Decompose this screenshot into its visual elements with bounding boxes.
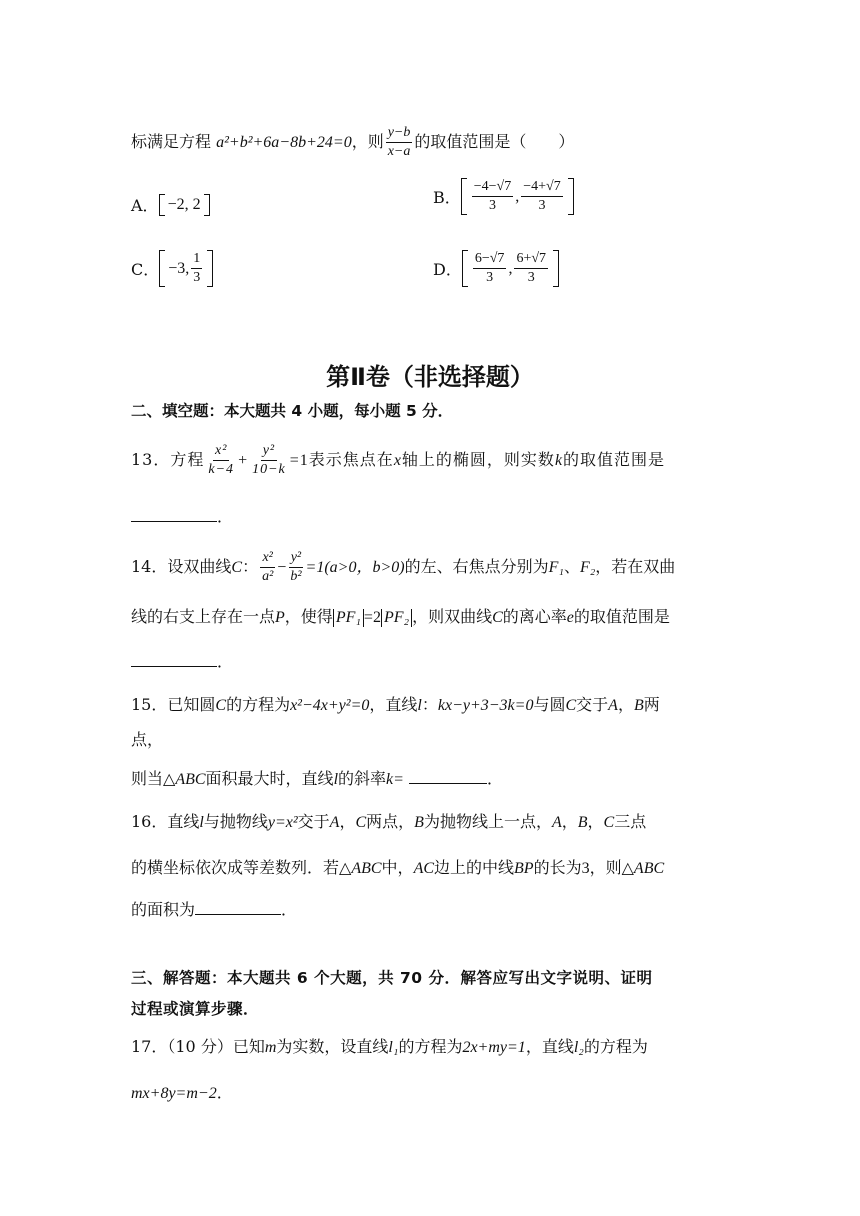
q15-var-b: B bbox=[633, 697, 644, 714]
q15-k-eq: k= bbox=[386, 771, 404, 788]
q14-f2: F₂ bbox=[579, 559, 596, 576]
section-title: 第Ⅱ卷（非选择题） bbox=[326, 363, 534, 391]
q16-line2-e: ，则 bbox=[589, 858, 622, 877]
q12-stem-prefix: 标满足方程 bbox=[131, 132, 212, 151]
q13-number: 13． bbox=[131, 450, 171, 469]
q14-minus: − bbox=[277, 559, 287, 576]
q17-var-m: m bbox=[264, 1039, 277, 1056]
q16-var-b: B bbox=[414, 814, 424, 831]
q14-line2-c: ，则双曲线 bbox=[412, 607, 493, 626]
option-d-left-den: 3 bbox=[486, 270, 494, 285]
q14-frac2-den: b² bbox=[290, 569, 302, 584]
q15-text-b: 的方程为 bbox=[226, 695, 291, 714]
option-d-right-num: 6+√7 bbox=[514, 250, 548, 269]
q17-eq1: 2x+my=1 bbox=[462, 1039, 526, 1056]
q16-line2 bbox=[131, 857, 732, 880]
q16-comma2: ， bbox=[561, 812, 578, 831]
option-b-left-num: −4−√7 bbox=[472, 178, 513, 197]
q14-end: ． bbox=[217, 652, 234, 671]
q15-line-eq: kx−y+3−3k=0 bbox=[437, 697, 534, 714]
q13-frac1-num: x² bbox=[213, 442, 229, 461]
q12-option-a[interactable] bbox=[131, 193, 210, 216]
q15-var-l2: l bbox=[333, 771, 339, 788]
q12-equation: a²+b²+6a−8b+24=0 bbox=[216, 134, 352, 151]
q12-stem-mid: ，则 bbox=[351, 132, 384, 151]
q16-comma1: ， bbox=[339, 812, 356, 831]
q16-text-d: 两点， bbox=[366, 812, 415, 831]
q14-line1 bbox=[131, 549, 732, 586]
q15-var-l: l bbox=[417, 697, 422, 714]
q12-fraction-num: y−b bbox=[386, 124, 413, 143]
option-d-label: D． bbox=[433, 260, 462, 279]
q12-option-d[interactable] bbox=[433, 250, 559, 287]
q14-text-c: ，若在双曲 bbox=[595, 557, 676, 576]
option-a-label: A． bbox=[131, 196, 159, 215]
option-c-label: C． bbox=[131, 260, 160, 279]
q17-end: ． bbox=[216, 1083, 233, 1102]
q16-line2-c: 边上的中线 bbox=[434, 858, 515, 877]
q16-text-e: 为抛物线上一点， bbox=[423, 812, 552, 831]
q14-frac1-num: x² bbox=[260, 549, 274, 568]
q15-number: 15． bbox=[131, 695, 168, 714]
q13-frac1-den: k−4 bbox=[208, 462, 235, 477]
q13-frac2-num: y² bbox=[261, 442, 277, 461]
q14-line2-e: 的取值范围是 bbox=[573, 607, 670, 626]
q13-text-d: 的取值范围是 bbox=[563, 450, 666, 469]
q13-answer-blank[interactable] bbox=[131, 507, 217, 522]
q13-eq: =1 bbox=[289, 452, 309, 469]
q15-line3-a: 则当 bbox=[131, 769, 164, 788]
q16-three: 3 bbox=[581, 860, 590, 877]
q16-line2-b: 中， bbox=[381, 858, 414, 877]
q15-text-d: 与圆 bbox=[533, 695, 566, 714]
q16-text-a: 直线 bbox=[167, 812, 200, 831]
q17-text-c: 的方程为 bbox=[398, 1037, 463, 1056]
q17-l2: l₂ bbox=[573, 1039, 584, 1056]
option-c-interval bbox=[159, 250, 213, 287]
q12-stem-suffix: 的取值范围是（ ） bbox=[414, 132, 575, 151]
q16-parabola: y=x² bbox=[267, 814, 298, 831]
q14-frac1-den: a² bbox=[262, 569, 274, 584]
q13-var-x: x bbox=[393, 452, 402, 469]
q16-var-a2: A bbox=[551, 814, 562, 831]
q16-var-ac: AC bbox=[413, 860, 435, 877]
q16-var-c: C bbox=[355, 814, 367, 831]
q12-option-b[interactable] bbox=[433, 178, 574, 215]
q14-number: 14． bbox=[131, 557, 168, 576]
q15-text-a: 已知圆 bbox=[167, 695, 216, 714]
q13-line1 bbox=[131, 442, 732, 479]
q15-var-c: C bbox=[215, 697, 227, 714]
q13-var-k: k bbox=[554, 452, 564, 469]
q15-var-c2: C bbox=[565, 697, 577, 714]
q13-text: 方程 bbox=[170, 450, 205, 469]
q16-line2-a: 的横坐标依次成等差数列．若 bbox=[131, 858, 340, 877]
option-b-interval: $\frac{-4-√7}{3}$ , $\frac{-4+√7}{3}$ bbox=[461, 178, 574, 215]
q14-sep: 、 bbox=[563, 557, 580, 576]
q14-line2-d: 的离心率 bbox=[502, 607, 567, 626]
q13-line2 bbox=[131, 506, 732, 528]
q12-option-c[interactable] bbox=[131, 250, 213, 287]
q17-text-d: ，直线 bbox=[525, 1037, 574, 1056]
q17-score: （10 分） bbox=[167, 1037, 233, 1056]
q17-text-b: 为实数，设直线 bbox=[276, 1037, 389, 1056]
q15-triangle: △ABC bbox=[163, 771, 206, 788]
q13-frac1 bbox=[206, 442, 236, 479]
q17-number: 17． bbox=[131, 1037, 168, 1056]
q14-line2-b: ，使得 bbox=[284, 607, 333, 626]
q16-triangle: △ABC bbox=[339, 860, 382, 877]
q16-line3-text: 的面积为 bbox=[131, 900, 196, 919]
q16-var-a: A bbox=[329, 814, 340, 831]
q16-line1 bbox=[131, 811, 732, 834]
option-b-right-den: 3 bbox=[538, 198, 546, 213]
q17-line2 bbox=[131, 1082, 732, 1105]
q14-line2-a: 线的右支上存在一点 bbox=[131, 607, 276, 626]
q14-frac2 bbox=[288, 549, 303, 586]
q14-text-b: 的左、右焦点分别为 bbox=[404, 557, 549, 576]
q14-abs2: PF₂ bbox=[381, 609, 412, 627]
q13-text-c: 轴上的椭圆，则实数 bbox=[401, 450, 555, 469]
q15-answer-blank[interactable] bbox=[409, 769, 487, 784]
solution-heading-line2: 过程或演算步骤． bbox=[131, 1000, 260, 1018]
option-a-interval bbox=[159, 194, 210, 216]
q14-frac2-num: y² bbox=[289, 549, 303, 568]
q17-line1 bbox=[131, 1036, 732, 1059]
q16-comma3: ， bbox=[587, 812, 604, 831]
q13-text-b: 表示焦点在 bbox=[308, 450, 394, 469]
q14-text-a: 设双曲线 bbox=[167, 557, 232, 576]
q14-colon: ： bbox=[242, 557, 259, 576]
fill-in-heading: 二、填空题：本大题共 4 小题，每小题 5 分． bbox=[131, 402, 454, 420]
option-c-right-num: 1 bbox=[191, 250, 202, 269]
q14-frac1 bbox=[260, 549, 275, 586]
q14-line3 bbox=[131, 651, 732, 673]
q15-text-f: 两 bbox=[643, 695, 660, 714]
q13-plus: + bbox=[238, 452, 249, 469]
option-c-right-den: 3 bbox=[193, 270, 201, 285]
q14-abs1: PF₁ bbox=[333, 609, 364, 627]
q15-colon: ： bbox=[421, 695, 438, 714]
q15-line1 bbox=[131, 694, 732, 717]
q12-fraction-den: x−a bbox=[387, 144, 411, 159]
q16-end: ． bbox=[281, 900, 298, 919]
q16-number: 16． bbox=[131, 812, 168, 831]
q12-stem bbox=[131, 124, 732, 161]
q12-fraction bbox=[386, 124, 413, 161]
q15-line3-b: 面积最大时，直线 bbox=[205, 769, 334, 788]
q16-line3 bbox=[131, 899, 732, 921]
q17-l1: l₁ bbox=[388, 1039, 399, 1056]
q17-text-a: 已知 bbox=[232, 1037, 265, 1056]
option-d-right-frac bbox=[514, 250, 548, 287]
q14-var-p: P bbox=[275, 609, 285, 626]
q16-var-c2: C bbox=[603, 814, 615, 831]
q15-text-e: 交于 bbox=[576, 695, 609, 714]
q15-line2: 点， bbox=[131, 730, 164, 749]
q15-line3 bbox=[131, 768, 732, 791]
q14-var-c: C bbox=[231, 559, 243, 576]
q13-end: ． bbox=[217, 507, 234, 526]
q17-text-e: 的方程为 bbox=[583, 1037, 648, 1056]
q13-frac2-den: 10−k bbox=[252, 462, 286, 477]
q16-text-c: 交于 bbox=[297, 812, 330, 831]
q14-var-e: e bbox=[566, 609, 574, 626]
option-b-left-frac bbox=[472, 178, 513, 215]
q14-eq2: =2 bbox=[363, 609, 381, 626]
option-b-right-frac bbox=[521, 178, 562, 215]
option-d-interval: $\frac{6-√7}{3}$ , $\frac{6+√7}{3}$ bbox=[462, 250, 559, 287]
option-b-left-den: 3 bbox=[489, 198, 496, 213]
q16-var-l: l bbox=[199, 814, 204, 831]
q14-line2 bbox=[131, 606, 732, 629]
option-a-content: −2, 2 bbox=[167, 195, 201, 213]
q14-cond: =1(a>0，b>0) bbox=[305, 559, 405, 576]
q14-answer-blank[interactable] bbox=[131, 652, 217, 667]
q15-text-c: ，直线 bbox=[369, 695, 418, 714]
q14-var-c2: C bbox=[492, 609, 503, 626]
q16-answer-blank[interactable] bbox=[195, 900, 281, 915]
q16-var-bp: BP bbox=[514, 860, 534, 877]
q14-f1: F₁ bbox=[548, 559, 564, 576]
option-d-right-den: 3 bbox=[527, 270, 535, 285]
q16-line2-d: 的长为 bbox=[533, 858, 582, 877]
q13-frac2 bbox=[250, 442, 288, 479]
option-b-label: B． bbox=[433, 188, 461, 207]
option-d-left-frac bbox=[473, 250, 507, 287]
option-d-left-num: 6−√7 bbox=[473, 250, 507, 269]
option-c-right-frac bbox=[191, 250, 202, 287]
q16-triangle2: △ABC bbox=[621, 860, 665, 877]
q16-text-f: 三点 bbox=[614, 812, 647, 831]
solution-heading-line1: 三、解答题：本大题共 6 个大题，共 70 分．解答应写出文字说明、证明 bbox=[131, 969, 653, 987]
q17-eq2: mx+8y=m−2 bbox=[131, 1085, 217, 1102]
q15-comma: ， bbox=[617, 695, 634, 714]
q15-line3-c: 的斜率 bbox=[338, 769, 387, 788]
q15-circle-eq: x²−4x+y²=0 bbox=[290, 697, 370, 714]
option-b-right-num: −4+√7 bbox=[521, 178, 562, 197]
q15-var-a: A bbox=[608, 697, 618, 714]
q16-var-b2: B bbox=[577, 814, 588, 831]
option-c-left: −3, bbox=[168, 259, 190, 277]
q15-end: ． bbox=[487, 769, 504, 788]
q16-text-b: 与抛物线 bbox=[203, 812, 268, 831]
